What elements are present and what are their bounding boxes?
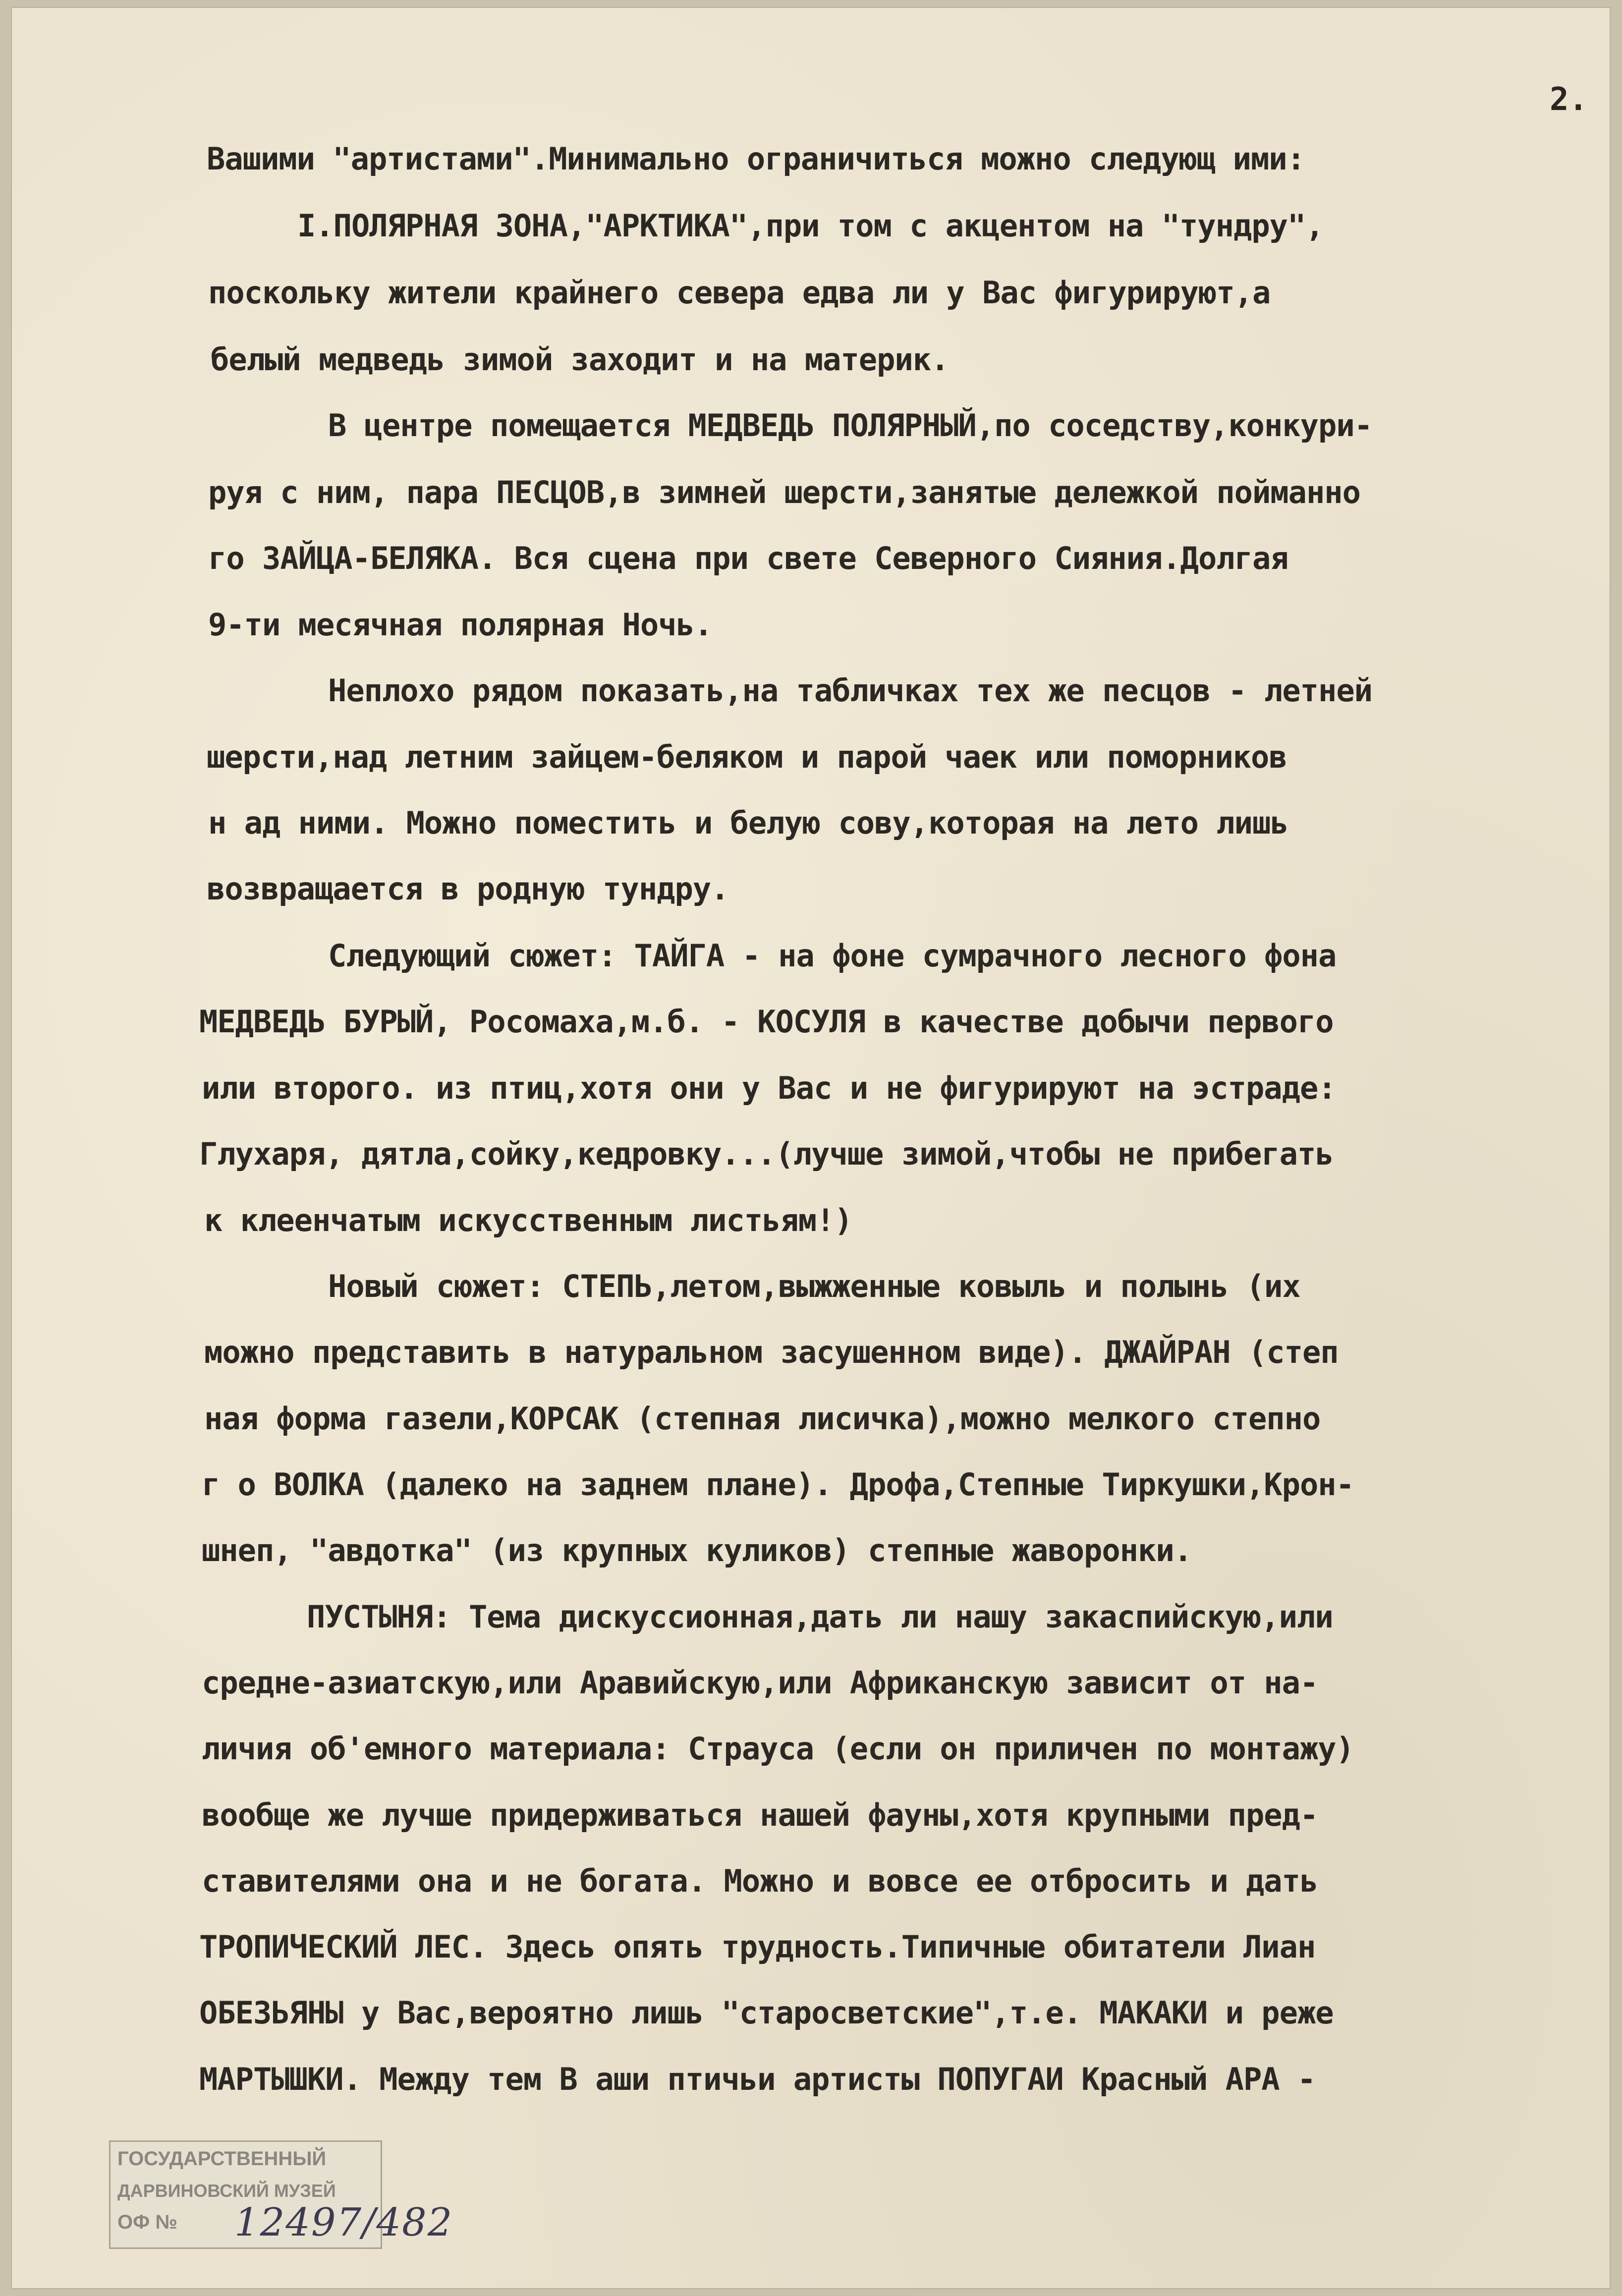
text-line: шерсти,над летним зайцем-беляком и парой чаек или поморников	[207, 739, 1287, 775]
text-line: 9-ти месячная полярная Ночь.	[208, 607, 713, 643]
text-line: шнеп, "авдотка" (из крупных куликов) степные жаворонки.	[202, 1532, 1192, 1568]
text-line: к клеенчатым искусственным листьям!)	[204, 1202, 852, 1238]
text-line: или второго. из птиц,хотя они у Вас и не фигурируют на эстраде:	[202, 1070, 1336, 1106]
text-line: возвращается в родную тундру.	[207, 871, 729, 907]
text-line: вообще же лучше придерживаться нашей фауны,хотя крупными пред-	[202, 1797, 1318, 1833]
text-line: I.ПОЛЯРНАЯ ЗОНА,"АРКТИКА",при том с акцентом на "тундру",	[297, 208, 1324, 244]
text-line: можно представить в натуральном засушенном виде). ДЖАЙРАН (степ	[204, 1334, 1339, 1370]
text-line: МЕДВЕДЬ БУРЫЙ, Росомаха,м.б. - КОСУЛЯ в качестве добычи первого	[199, 1004, 1334, 1040]
handwritten-inventory-number: 12497/482	[234, 2200, 453, 2245]
page-number: 2.	[1550, 81, 1588, 118]
text-line: ставителями она и не богата. Можно и вовсе ее отбросить и дать	[202, 1863, 1318, 1899]
text-line: го ЗАЙЦА-БЕЛЯКА. Вся сцена при свете Северного Сияния.Долгая	[208, 540, 1288, 576]
stamp-line-2: ДАРВИНОВСКИЙ МУЗЕЙ	[117, 2181, 336, 2201]
text-line: белый медведь зимой заходит и на материк.	[211, 341, 949, 378]
text-line: Новый сюжет: СТЕПЬ,летом,выжженные ковыль и полынь (их	[328, 1268, 1300, 1304]
text-line: поскольку жители крайнего севера едва ли у Вас фигурируют,а	[208, 275, 1271, 311]
text-line: ОБЕЗЬЯНЫ у Вас,вероятно лишь "старосветские",т.е. МАКАКИ и реже	[199, 1995, 1334, 2031]
text-line: ТРОПИЧЕСКИЙ ЛЕС. Здесь опять трудность.Типичные обитатели Лиан	[199, 1929, 1316, 1965]
text-line: Неплохо рядом показать,на табличках тех же песцов - летней	[328, 672, 1372, 709]
text-line: ПУСТЫНЯ: Тема дискуссионная,дать ли нашу закаспийскую,или	[307, 1599, 1333, 1635]
document-page	[11, 7, 1611, 2289]
text-line: Вашими "артистами".Минимально ограничиться можно следующ ими:	[207, 141, 1305, 177]
museum-stamp	[109, 2140, 453, 2249]
text-line: ная форма газели,КОРСАК (степная лисичка),можно мелкого степно	[204, 1400, 1321, 1437]
text-line: Глухаря, дятла,сойку,кедровку...(лучше зимой,чтобы не прибегать	[199, 1136, 1334, 1172]
text-line: В центре помещается МЕДВЕДЬ ПОЛЯРНЫЙ,по соседству,конкури-	[328, 407, 1372, 444]
text-line: н ад ними. Можно поместить и белую сову,которая на лето лишь	[208, 805, 1288, 841]
text-line: МАРТЫШКИ. Между тем В аши птичьи артисты ПОПУГАИ Красный АРА -	[199, 2061, 1316, 2097]
stamp-line-1: ГОСУДАРСТВЕННЫЙ	[117, 2148, 327, 2170]
text-line: руя с ним, пара ПЕСЦОВ,в зимней шерсти,занятые дележкой пойманно	[208, 474, 1360, 510]
text-line: средне-азиатскую,или Аравийскую,или Африканскую зависит от на-	[202, 1665, 1318, 1701]
stamp-line-3: ОФ №	[117, 2211, 177, 2233]
text-line: личия об'емного материала: Страуса (если он приличен по монтажу)	[202, 1731, 1354, 1767]
text-line: г о ВОЛКА (далеко на заднем плане). Дрофа,Степные Тиркушки,Крон-	[202, 1466, 1354, 1503]
text-line: Следующий сюжет: ТАЙГА - на фоне сумрачного лесного фона	[328, 938, 1337, 974]
